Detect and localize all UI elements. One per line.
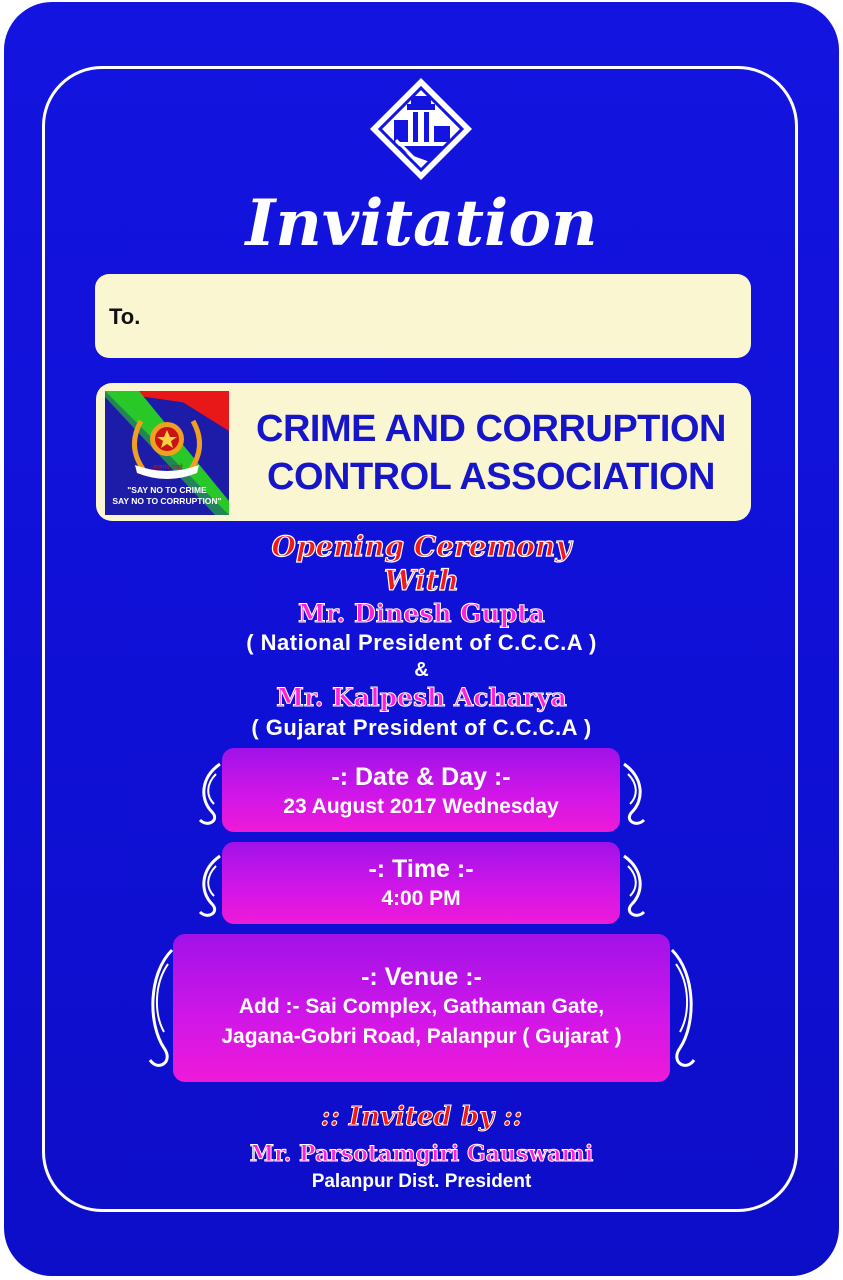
slogan-line-2: SAY NO TO CORRUPTION": [112, 496, 222, 506]
ceremony-with: With: [384, 564, 459, 597]
flourish-left-icon: [194, 852, 224, 922]
guest2-role: ( Gujarat President of C.C.C.A ): [251, 715, 592, 740]
guest1-role: ( National President of C.C.C.A ): [246, 630, 597, 655]
flourish-left-icon: [194, 760, 224, 830]
venue-label: -: Venue :-: [361, 963, 482, 991]
host-name: Mr. Parsotamgiri Gauswami: [249, 1141, 594, 1167]
date-label: -: Date & Day :-: [331, 763, 511, 791]
ceremony-heading: Opening Ceremony: [271, 530, 572, 563]
date-panel: [222, 748, 620, 832]
time-value: 4:00 PM: [381, 887, 461, 910]
temple-logo: [366, 74, 476, 184]
flourish-right-icon: [620, 760, 650, 830]
host-title: Palanpur Dist. President: [311, 1171, 532, 1192]
association-banner: [96, 383, 751, 521]
flourish-right-icon: [668, 944, 700, 1074]
ampersand: &: [414, 659, 429, 681]
time-label: -: Time :-: [368, 855, 474, 883]
venue-line-2: Jagana-Gobri Road, Palanpur ( Gujarat ): [221, 1025, 622, 1048]
time-panel: [222, 842, 620, 924]
guest1-name: Mr. Dinesh Gupta: [298, 599, 545, 628]
to-field: [95, 274, 751, 358]
to-label: To.: [109, 304, 141, 329]
association-name-line-1: CRIME AND CORRUPTION: [256, 408, 726, 450]
flourish-right-icon: [620, 852, 650, 922]
slogan-line-1: "SAY NO TO CRIME: [127, 485, 207, 495]
guest2-name: Mr. Kalpesh Acharya: [276, 683, 567, 712]
date-value: 23 August 2017 Wednesday: [283, 795, 559, 818]
emblem-slogan: [105, 485, 229, 507]
venue-line-1: Add :- Sai Complex, Gathaman Gate,: [238, 995, 605, 1018]
emblem-motto: सत्यमेव जयते: [153, 464, 183, 471]
association-name-line-2: CONTROL ASSOCIATION: [267, 456, 715, 498]
flourish-left-icon: [144, 944, 176, 1074]
invitation-title: Invitation: [245, 186, 598, 261]
venue-panel: [173, 934, 670, 1082]
association-name: [236, 405, 746, 501]
association-emblem: [105, 391, 229, 515]
invited-by-heading: :: Invited by ::: [320, 1102, 523, 1132]
